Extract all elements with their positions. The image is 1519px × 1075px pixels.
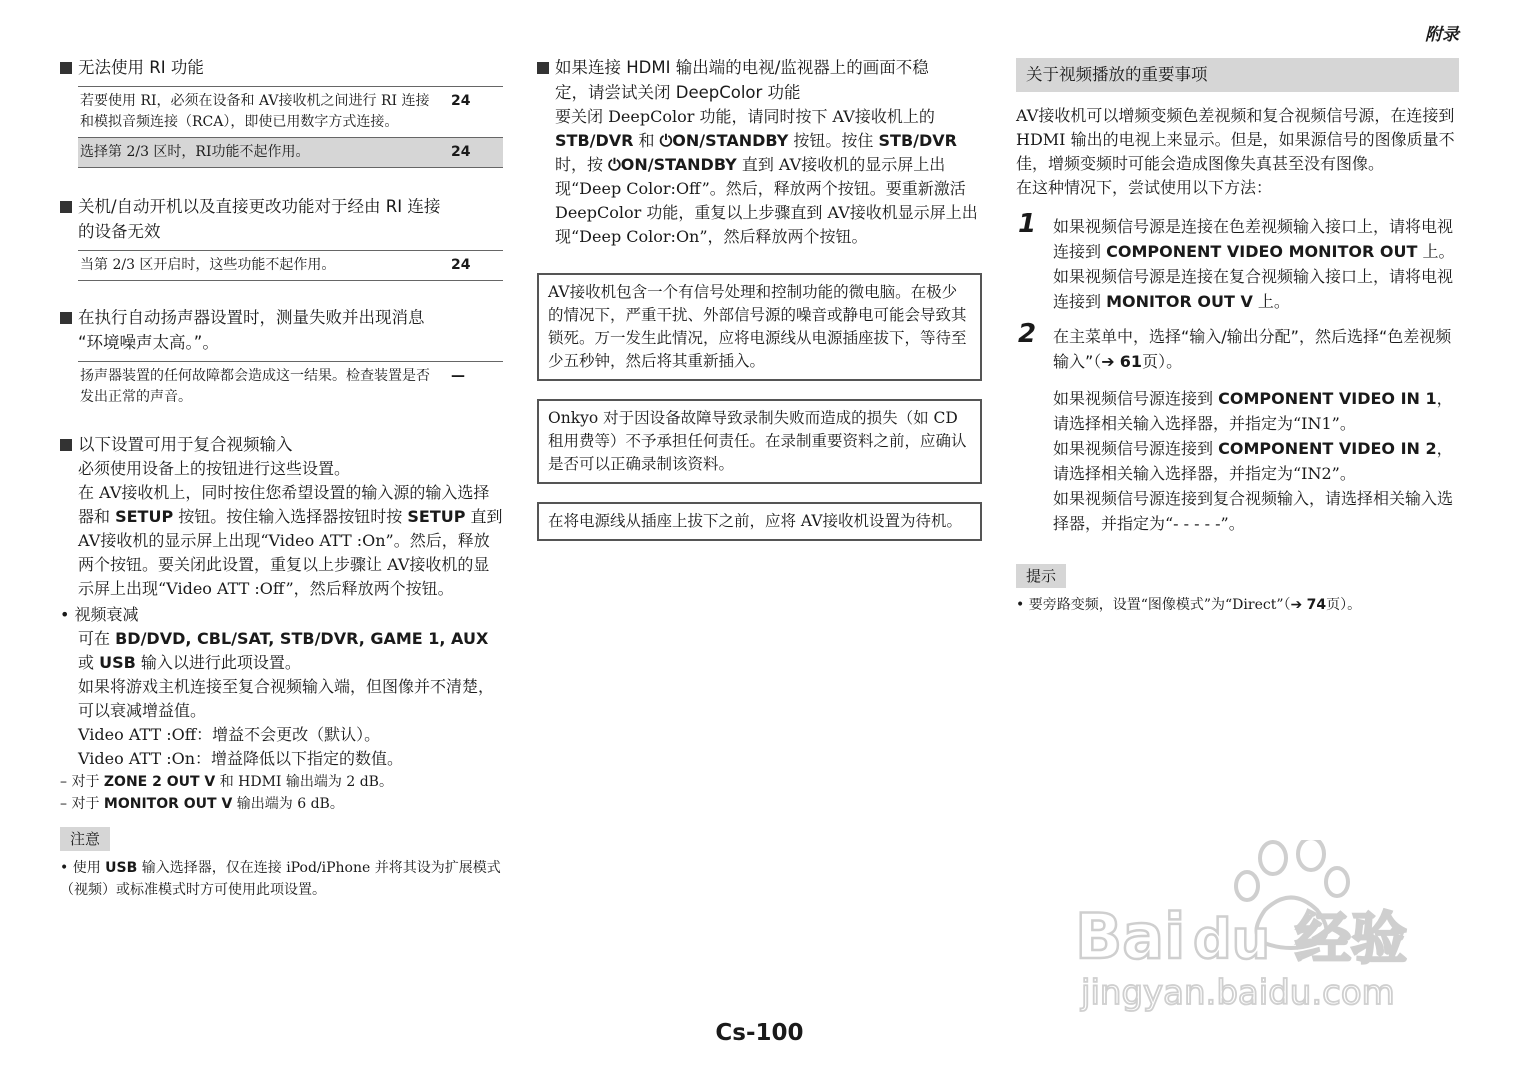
table-row <box>78 251 503 281</box>
section-title: 关机/自动开机以及直接更改功能对于经由 RI 连接 的设备无效 <box>60 194 503 244</box>
trouble-table <box>78 361 503 412</box>
section-title: 以下设置可用于复合视频输入 <box>60 432 503 457</box>
hint-tag: 提示 <box>1016 564 1066 588</box>
square-bullet-icon <box>60 312 72 324</box>
hint-text: • 要旁路变频，设置“图像模式”为“Direct”（➔ 74页）。 <box>1016 597 1362 613</box>
watermark-jingyan: 经验 <box>1295 907 1407 972</box>
table-row <box>78 362 503 413</box>
step-1: 1 如果视频信号源是连接在色差视频输入接口上，请将电视连接到 COMPONENT VIDEO MONITOR OUT 上。 如果视频信号源是连接在复合视频输入接口上，请将电视连接到 MONITOR OUT V 上。 <box>1018 209 1455 311</box>
note-block <box>60 827 503 901</box>
trouble-table <box>78 250 503 281</box>
section-body: 必须使用设备上的按钮进行这些设置。 在 AV接收机上，同时按住您希望设置的输入源的输入选择器和 SETUP 按钮。按住输入选择器按钮时按 SETUP 直到 AV接收机的显示屏上出现“Video ATT :On”。然后，释放两个按钮。要关闭此设置，重复以上步骤让 AV接收机的显示屏上出现“Video ATT :Off”，然后释放两个按钮。 <box>78 459 503 598</box>
section-title: 如果连接 HDMI 输出端的电视/监视器上的画面不稳 定，请尝试关闭 DeepColor 功能 <box>537 55 982 105</box>
note-text: • 使用 USB 输入选择器，仅在连接 iPod/iPhone 并将其设为扩展模式（视频）或标准模式时方可使用此项设置。 <box>60 860 501 898</box>
intro-text: AV接收机可以增频变频色差视频和复合视频信号源，在连接到 HDMI 输出的电视上来显示。但是，如果源信号的图像质量不佳，增频变频时可能会造成图像失真甚至没有图像。 <box>1016 106 1455 173</box>
section-title: 在执行自动扬声器设置时，测量失败并出现消息 “环境噪声太高。”。 <box>60 305 503 355</box>
row-text: 若要使用 RI，必须在设备和 AV接收机之间进行 RI 连接和模拟音频连接（RCA），即使已用数字方式连接。 <box>78 87 445 138</box>
row-page: 24 <box>445 138 503 168</box>
square-bullet-icon <box>537 62 549 74</box>
info-box-disclaimer: Onkyo 对于因设备故障导致录制失败而造成的损失（如 CD 租用费等）不予承担任何责任。在录制重要资料之前，应确认是否可以正确录制该资料。 <box>537 399 982 484</box>
hint-block <box>1016 564 1459 616</box>
row-page: 24 <box>445 87 503 138</box>
column-right <box>1016 58 1459 616</box>
intro-text-2: 在这种情况下，尝试使用以下方法： <box>1016 178 1273 197</box>
watermark-du: du <box>1193 908 1271 971</box>
square-bullet-icon <box>60 439 72 451</box>
baidu-jingyan-watermark <box>1075 840 1435 1015</box>
appendix-tag: 附录 <box>1425 25 1459 45</box>
section-power-functions <box>60 194 503 281</box>
page-number: Cs-100 <box>715 1020 804 1046</box>
section-deepcolor <box>537 55 982 249</box>
column-left <box>60 55 503 901</box>
table-row <box>78 138 503 168</box>
bullet-title: • 视频衰减 <box>60 605 139 624</box>
step-number: 2 <box>1018 319 1037 349</box>
section-title: 无法使用 RI 功能 <box>60 55 503 80</box>
info-box-microcomputer: AV接收机包含一个有信号处理和控制功能的微电脑。在极少的情况下，严重干扰、外部信号源的噪音或静电可能会导致其锁死。万一发生此情况，应将电源线从电源插座拔下，等待至少五秒钟，然后将其重新插入。 <box>537 273 982 381</box>
section-body: 要关闭 DeepColor 功能，请同时按下 AV接收机上的 STB/DVR 和 ⏻ON/STANDBY 按钮。按住 STB/DVR 时，按 ⏻ON/STANDBY 直到 AV接收机的显示屏上出现“Deep Color:Off”。然后，释放两个按钮。要重新激活 DeepColor 功能，重复以上步骤直到 AV接收机显示屏上出现“Deep Color:On”，然后释放两个按钮。 <box>555 107 978 246</box>
step-2: 2 在主菜单中，选择“输入/输出分配”，然后选择“色差视频输入”（➔ 61页）。 如果视频信号源连接到 COMPONENT VIDEO IN 1，请选择相关输入选择器，并指定为“IN1”。 如果视频信号源连接到 COMPONENT VIDEO IN 2，请选择相关输入选择器，并指定为“IN2”。 如果视频信号源连接到复合视频输入，请选择相关输入选择器，并指定为“- - - - -”。 <box>1018 319 1454 533</box>
step-number: 1 <box>1018 209 1037 239</box>
table-row <box>78 87 503 138</box>
dash-list: – 对于 ZONE 2 OUT V 和 HDMI 输出端为 2 dB。 – 对于 MONITOR OUT V 输出端为 6 dB。 <box>60 774 393 812</box>
watermark-url: jingyan.baidu.com <box>1081 973 1395 1013</box>
row-text: 当第 2/3 区开启时，这些功能不起作用。 <box>78 251 445 281</box>
row-page: 24 <box>445 251 503 281</box>
note-tag: 注意 <box>60 827 110 851</box>
square-bullet-icon <box>60 62 72 74</box>
bullet-body: 可在 BD/DVD, CBL/SAT, STB/DVR, GAME 1, AUX 或 USB 输入以进行此项设置。 如果将游戏主机连接至复合视频输入端，但图像并不清楚，可以衰减增益值。 Video ATT :Off：增益不会更改（默认）。 Video ATT :On：增益降低以下指定的数值。 <box>78 629 495 768</box>
row-text: 选择第 2/3 区时，RI功能不起作用。 <box>78 138 445 168</box>
trouble-table <box>78 86 503 168</box>
section-header-bar: 关于视频播放的重要事项 <box>1016 58 1459 92</box>
square-bullet-icon <box>60 201 72 213</box>
row-text: 扬声器装置的任何故障都会造成这一结果。检查装置是否发出正常的声音。 <box>80 368 430 405</box>
column-middle <box>537 55 982 541</box>
info-box-standby: 在将电源线从插座上拔下之前，应将 AV接收机设置为待机。 <box>537 502 982 541</box>
row-page: — <box>451 368 465 384</box>
section-composite-video <box>60 432 503 815</box>
section-ri-unavailable <box>60 55 503 168</box>
watermark-brand: Bai <box>1075 900 1186 973</box>
section-auto-speaker <box>60 305 503 412</box>
